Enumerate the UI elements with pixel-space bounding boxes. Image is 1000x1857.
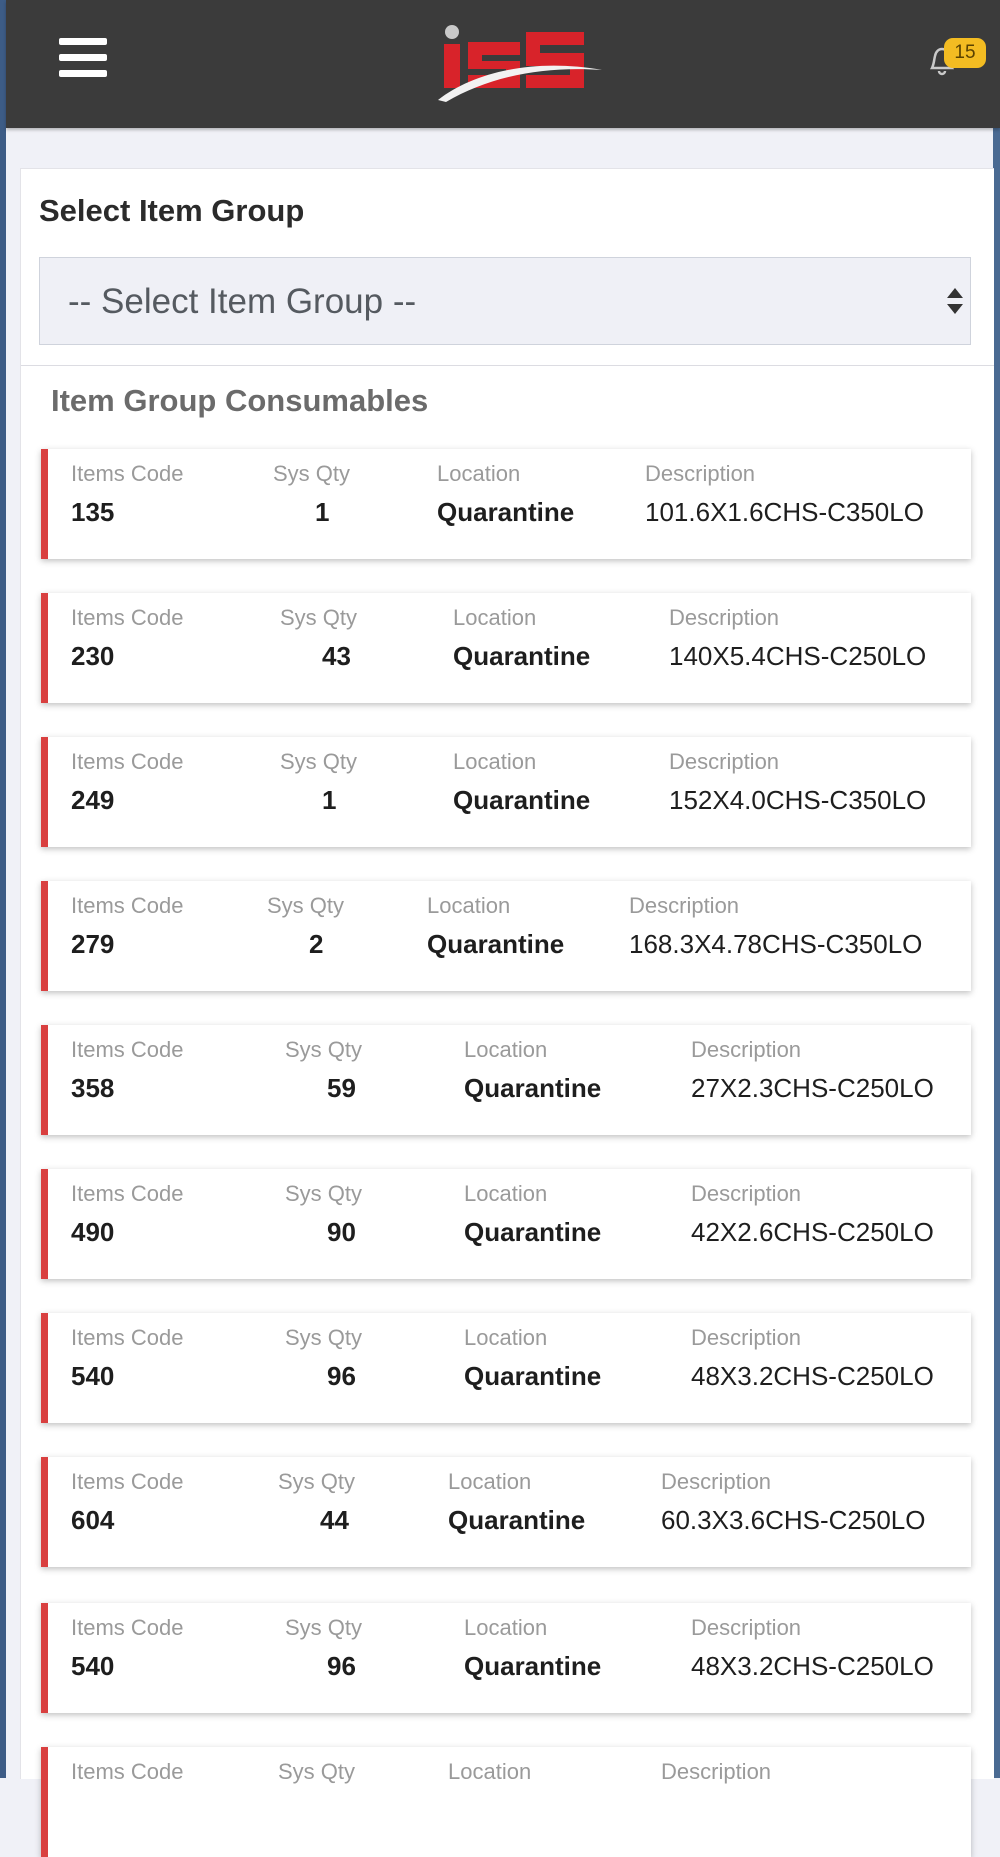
description-label: Description	[661, 1759, 772, 1784]
items-code-cell	[71, 1603, 184, 1682]
location-label: Location	[464, 1325, 548, 1350]
select-item-group-label: Select Item Group	[39, 193, 305, 228]
location-value: Quarantine	[453, 641, 591, 671]
location-value: Quarantine	[448, 1505, 586, 1535]
description-value: 140X5.4CHS-C250LO	[669, 641, 927, 671]
description-cell	[661, 1747, 771, 1795]
item-card[interactable]	[41, 1025, 971, 1135]
items-code-label: Items Code	[71, 749, 184, 774]
items-code-value: 230	[71, 641, 115, 671]
items-code-value: 135	[71, 497, 115, 527]
item-group-title: Item Group Consumables	[51, 383, 429, 418]
description-value: 48X3.2CHS-C250LO	[691, 1361, 934, 1391]
items-code-label: Items Code	[71, 461, 184, 486]
sys-qty-label: Sys Qty	[278, 1759, 356, 1784]
sys-qty-cell	[278, 1457, 355, 1536]
notification-count-badge: 15	[944, 38, 986, 68]
description-cell	[669, 593, 926, 672]
items-code-label: Items Code	[71, 1759, 184, 1784]
items-code-label: Items Code	[71, 1325, 184, 1350]
location-cell	[448, 1457, 585, 1536]
item-group-select-value: -- Select Item Group --	[68, 282, 417, 321]
sys-qty-label: Sys Qty	[285, 1325, 363, 1350]
sys-qty-label: Sys Qty	[280, 749, 358, 774]
description-label: Description	[669, 749, 780, 774]
notification-button[interactable]	[924, 38, 986, 82]
sys-qty-cell	[280, 593, 357, 672]
description-cell	[691, 1313, 934, 1392]
location-label: Location	[427, 893, 511, 918]
items-code-value: 358	[71, 1073, 115, 1103]
items-code-value: 490	[71, 1217, 115, 1247]
items-code-label: Items Code	[71, 1037, 184, 1062]
location-label: Location	[453, 605, 537, 630]
sys-qty-cell	[267, 881, 344, 960]
item-card[interactable]	[41, 1313, 971, 1423]
sys-qty-label: Sys Qty	[278, 1469, 356, 1494]
sys-qty-cell	[285, 1169, 362, 1248]
description-cell	[691, 1025, 934, 1104]
sys-qty-value: 1	[315, 497, 330, 527]
location-label: Location	[453, 749, 537, 774]
items-code-cell	[71, 1169, 184, 1248]
items-code-value: 604	[71, 1505, 115, 1535]
item-card[interactable]	[41, 593, 971, 703]
location-value: Quarantine	[464, 1651, 602, 1681]
sys-qty-value: 59	[327, 1073, 356, 1103]
items-code-label: Items Code	[71, 1181, 184, 1206]
sys-qty-cell	[285, 1313, 362, 1392]
item-card[interactable]	[41, 1603, 971, 1713]
description-cell	[691, 1169, 934, 1248]
item-card[interactable]	[41, 1169, 971, 1279]
items-code-cell	[71, 593, 184, 672]
sys-qty-cell	[280, 737, 357, 816]
items-code-value: 540	[71, 1361, 115, 1391]
location-label: Location	[464, 1037, 548, 1062]
description-value: 42X2.6CHS-C250LO	[691, 1217, 934, 1247]
app-logo	[434, 14, 604, 106]
location-cell	[427, 881, 564, 960]
location-label: Location	[437, 461, 521, 486]
description-value: 101.6X1.6CHS-C350LO	[645, 497, 924, 527]
description-value: 27X2.3CHS-C250LO	[691, 1073, 934, 1103]
location-value: Quarantine	[464, 1217, 602, 1247]
location-cell	[464, 1603, 601, 1682]
sys-qty-cell	[285, 1025, 362, 1104]
description-label: Description	[691, 1037, 802, 1062]
items-code-label: Items Code	[71, 893, 184, 918]
sys-qty-label: Sys Qty	[273, 461, 351, 486]
location-value: Quarantine	[437, 497, 575, 527]
description-value: 168.3X4.78CHS-C350LO	[629, 929, 923, 959]
location-cell	[464, 1025, 601, 1104]
items-code-label: Items Code	[71, 605, 184, 630]
description-label: Description	[629, 893, 740, 918]
location-value: Quarantine	[464, 1073, 602, 1103]
location-cell	[453, 737, 590, 816]
description-cell	[645, 449, 924, 528]
location-value: Quarantine	[464, 1361, 602, 1391]
item-card[interactable]	[41, 737, 971, 847]
app-header	[6, 0, 1000, 128]
description-value: 60.3X3.6CHS-C250LO	[661, 1505, 926, 1535]
items-code-cell	[71, 881, 184, 960]
hamburger-menu-icon[interactable]	[59, 38, 107, 80]
location-cell	[448, 1747, 531, 1795]
item-card[interactable]	[41, 881, 971, 991]
sys-qty-cell	[273, 449, 350, 528]
items-code-label: Items Code	[71, 1615, 184, 1640]
window-edge-left	[0, 0, 6, 1778]
description-label: Description	[691, 1615, 802, 1640]
items-code-cell	[71, 1457, 184, 1536]
location-value: Quarantine	[427, 929, 565, 959]
location-cell	[464, 1169, 601, 1248]
description-value: 152X4.0CHS-C350LO	[669, 785, 927, 815]
sys-qty-value: 44	[320, 1505, 349, 1535]
description-label: Description	[645, 461, 756, 486]
location-cell	[437, 449, 574, 528]
sys-qty-value: 43	[322, 641, 351, 671]
sys-qty-value: 1	[322, 785, 337, 815]
items-code-cell	[71, 1747, 184, 1795]
sys-qty-value: 96	[327, 1361, 356, 1391]
location-label: Location	[448, 1759, 532, 1784]
sys-qty-label: Sys Qty	[285, 1615, 363, 1640]
items-code-cell	[71, 449, 184, 528]
item-group-select[interactable]	[39, 257, 971, 345]
sys-qty-value: 96	[327, 1651, 356, 1681]
items-code-label: Items Code	[71, 1469, 184, 1494]
location-value: Quarantine	[453, 785, 591, 815]
divider	[21, 365, 994, 366]
items-code-value: 279	[71, 929, 115, 959]
items-code-value: 249	[71, 785, 115, 815]
description-cell	[661, 1457, 925, 1536]
description-label: Description	[691, 1181, 802, 1206]
items-code-cell	[71, 1025, 184, 1104]
location-cell	[464, 1313, 601, 1392]
sys-qty-cell	[285, 1603, 362, 1682]
sys-qty-label: Sys Qty	[267, 893, 345, 918]
window-edge-right	[993, 128, 1000, 1778]
description-cell	[629, 881, 922, 960]
description-label: Description	[661, 1469, 772, 1494]
sys-qty-cell	[278, 1747, 355, 1795]
sys-qty-label: Sys Qty	[285, 1037, 363, 1062]
sort-arrows-icon	[946, 287, 964, 315]
sys-qty-value: 2	[309, 929, 324, 959]
description-cell	[691, 1603, 934, 1682]
items-code-cell	[71, 1313, 184, 1392]
sys-qty-value: 90	[327, 1217, 356, 1247]
location-label: Location	[464, 1181, 548, 1206]
content-panel	[20, 168, 994, 1784]
item-card[interactable]	[41, 1457, 971, 1567]
description-cell	[669, 737, 926, 816]
items-code-value: 540	[71, 1651, 115, 1681]
sys-qty-label: Sys Qty	[285, 1181, 363, 1206]
description-value: 48X3.2CHS-C250LO	[691, 1651, 934, 1681]
location-label: Location	[448, 1469, 532, 1494]
description-label: Description	[669, 605, 780, 630]
description-label: Description	[691, 1325, 802, 1350]
item-card[interactable]	[41, 1747, 971, 1857]
items-code-cell	[71, 737, 184, 816]
sys-qty-label: Sys Qty	[280, 605, 358, 630]
location-label: Location	[464, 1615, 548, 1640]
item-card[interactable]	[41, 449, 971, 559]
location-cell	[453, 593, 590, 672]
